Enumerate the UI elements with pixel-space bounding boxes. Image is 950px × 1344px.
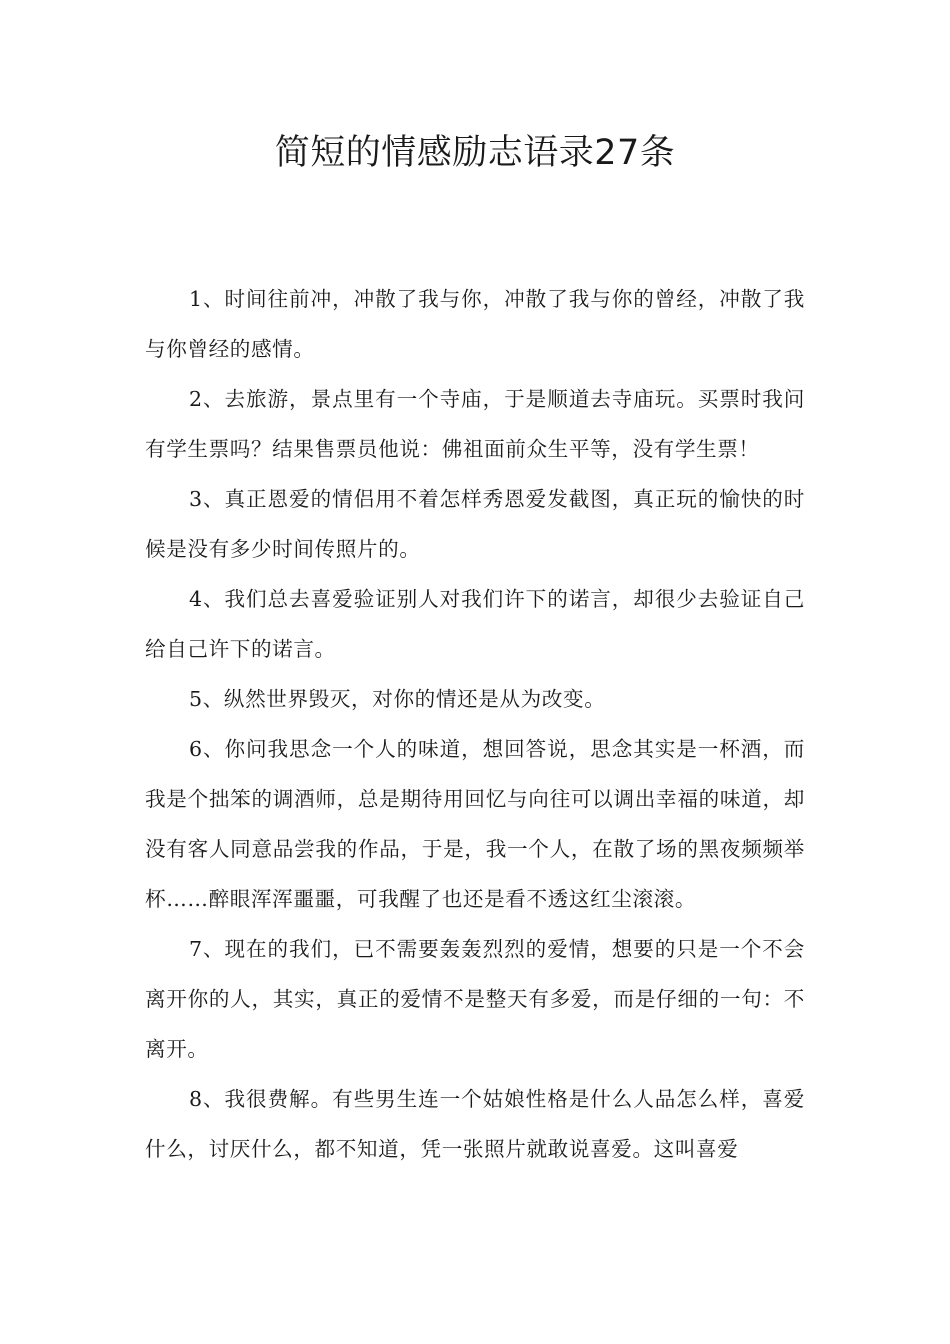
paragraph-7: 7、现在的我们，已不需要轰轰烈烈的爱情，想要的只是一个不会离开你的人，其实，真正的爱情不是整天有多爱，而是仔细的一句：不离开。 <box>145 937 805 1061</box>
paragraph-2: 2、去旅游，景点里有一个寺庙，于是顺道去寺庙玩。买票时我问有学生票吗？结果售票员他说：佛祖面前众生平等，没有学生票！ <box>145 387 805 461</box>
paragraph-1: 1、时间往前冲，冲散了我与你，冲散了我与你的曾经，冲散了我与你曾经的感情。 <box>145 287 805 361</box>
document-body <box>145 274 805 1174</box>
paragraph-4: 4、我们总去喜爱验证别人对我们许下的诺言，却很少去验证自己给自己许下的诺言。 <box>145 587 805 661</box>
paragraph-3: 3、真正恩爱的情侣用不着怎样秀恩爱发截图，真正玩的愉快的时候是没有多少时间传照片的。 <box>145 487 805 561</box>
paragraph-6: 6、你问我思念一个人的味道，想回答说，思念其实是一杯酒，而我是个拙笨的调酒师，总是期待用回忆与向往可以调出幸福的味道，却没有客人同意品尝我的作品，于是，我一个人，在散了场的黑夜频频举杯……醉眼浑浑噩噩，可我醒了也还是看不透这红尘滚滚。 <box>145 737 805 911</box>
paragraph-8: 8、我很费解。有些男生连一个姑娘性格是什么人品怎么样，喜爱什么，讨厌什么，都不知道，凭一张照片就敢说喜爱。这叫喜爱 <box>145 1087 805 1161</box>
page-title: 简短的情感励志语录27条 <box>274 133 676 173</box>
paragraph-5: 5、纵然世界毁灭，对你的情还是从为改变。 <box>189 687 606 711</box>
